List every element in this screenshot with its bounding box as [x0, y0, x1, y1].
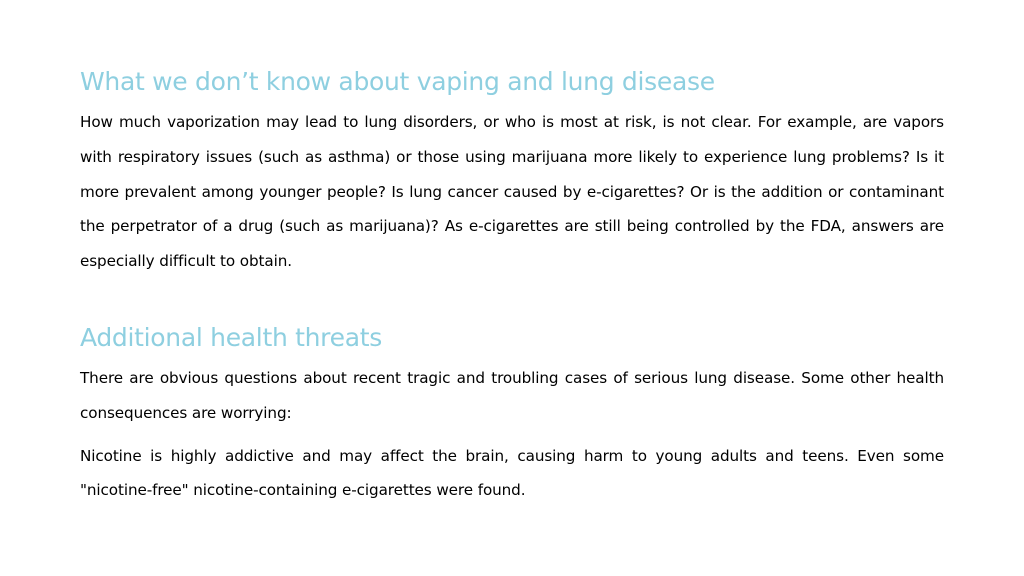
section-heading-health-threats: Additional health threats	[80, 322, 382, 352]
health-threats-intro-paragraph: There are obvious questions about recent tragic and troubling cases of serious lung disease. Some other health consequences are worrying:	[80, 368, 944, 422]
section-heading-vaping-unknowns: What we don’t know about vaping and lung disease	[80, 67, 715, 96]
slide-content	[80, 62, 944, 508]
nicotine-paragraph: Nicotine is highly addictive and may affect the brain, causing harm to young adults and teens. Even some "nicotine-free" nicotine-containing e-cigarettes were found.	[80, 446, 944, 500]
vaping-unknowns-paragraph: How much vaporization may lead to lung disorders, or who is most at risk, is not clear. For example, are vapors with respiratory issues (such as asthma) or those using marijuana more likely to experience lung problems? Is it more prevalent among younger people? Is lung cancer caused by e-cigarettes? Or is the addition or contaminant the perpetrator of a drug (such as marijuana)? As e-cigarettes are still being controlled by the FDA, answers are especially difficult to obtain.	[80, 113, 944, 271]
